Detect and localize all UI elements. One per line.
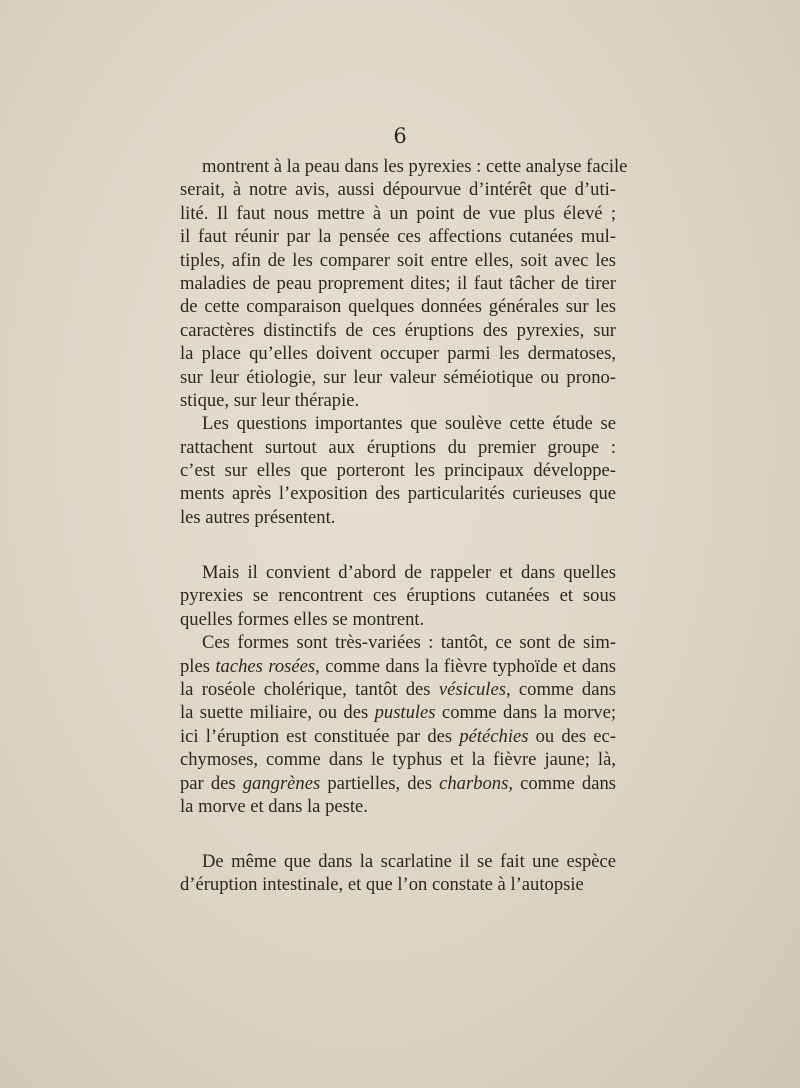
text-line: la morve et dans la peste. [180,795,368,817]
text-line: Mais il convient d’abord de rappeler et dans quelles [202,562,616,583]
paragraph [180,561,616,631]
text-line: d’éruption intestinale, et que l’on constate à l’autopsie [180,874,584,896]
text-line: chymoses, comme dans le typhus et la fièvre jaune; là, [180,749,616,771]
italic-term: pustules [374,702,436,724]
paragraph-block-2 [180,561,616,818]
text-line: sur leur étiologie, sur leur valeur séméiotique ou prono- [180,366,616,388]
text-line: Les questions importantes que soulève cette étude se [202,413,616,435]
italic-term: pétéchies [459,725,529,747]
text-line: de cette comparaison quelques données générales sur les [180,296,616,318]
page-number: 6 [393,124,407,148]
text-line: maladies de peau proprement dites; il faut tâcher de tirer [180,272,616,294]
text-line: De même que dans la scarlatine il se fait une espèce [202,851,616,872]
text-line: il faut réunir par la pensée ces affections cutanées mul- [180,226,616,248]
italic-term: gangrènes [242,772,321,794]
text-line: c’est sur elles que porteront les principaux développe- [180,460,616,482]
text-line: serait, à notre avis, aussi dépourvue d’intérêt que d’uti- [180,179,616,201]
text-line: stique, sur leur thérapie. [180,389,360,411]
italic-term: charbons [439,772,509,794]
paragraph [180,412,616,529]
paragraph [180,631,616,818]
text-line: la place qu’elles doivent occuper parmi les dermatoses, [180,343,616,365]
text-line: rattachent surtout aux éruptions du premier groupe : [180,436,616,458]
text-line: tiples, afin de les comparer soit entre elles, soit avec les [180,249,616,271]
italic-term: vésicules [438,678,506,700]
text-line: la suette miliaire, ou des pustules comme dans la morve; [180,702,616,724]
text-line: montrent à la peau dans les pyrexies : cette analyse facile [202,156,628,177]
paragraph-block-3 [180,850,616,897]
text-line: caractères distinctifs de ces éruptions des pyrexies, sur [180,319,616,341]
text-line: ments après l’exposition des particularités curieuses que [180,483,616,505]
paragraph-block-1 [180,155,628,529]
text-line: Ces formes sont très-variées : tantôt, ce sont de sim- [202,632,616,654]
paragraph [180,155,628,412]
paragraph [180,850,616,897]
italic-term: taches rosées [215,655,316,677]
text-line: ici l’éruption est constituée par des pétéchies ou des ec- [180,725,616,747]
text-line: la roséole cholérique, tantôt des vésicules, comme dans [180,678,616,700]
text-line: quelles formes elles se montrent. [180,608,425,630]
text-line: par des gangrènes partielles, des charbons, comme dans [180,772,617,794]
text-line: les autres présentent. [180,506,336,528]
text-line: ples taches rosées, comme dans la fièvre typhoïde et dans [180,655,616,677]
text-line: pyrexies se rencontrent ces éruptions cutanées et sous [180,585,616,607]
text-line: lité. Il faut nous mettre à un point de vue plus élevé ; [180,202,616,224]
